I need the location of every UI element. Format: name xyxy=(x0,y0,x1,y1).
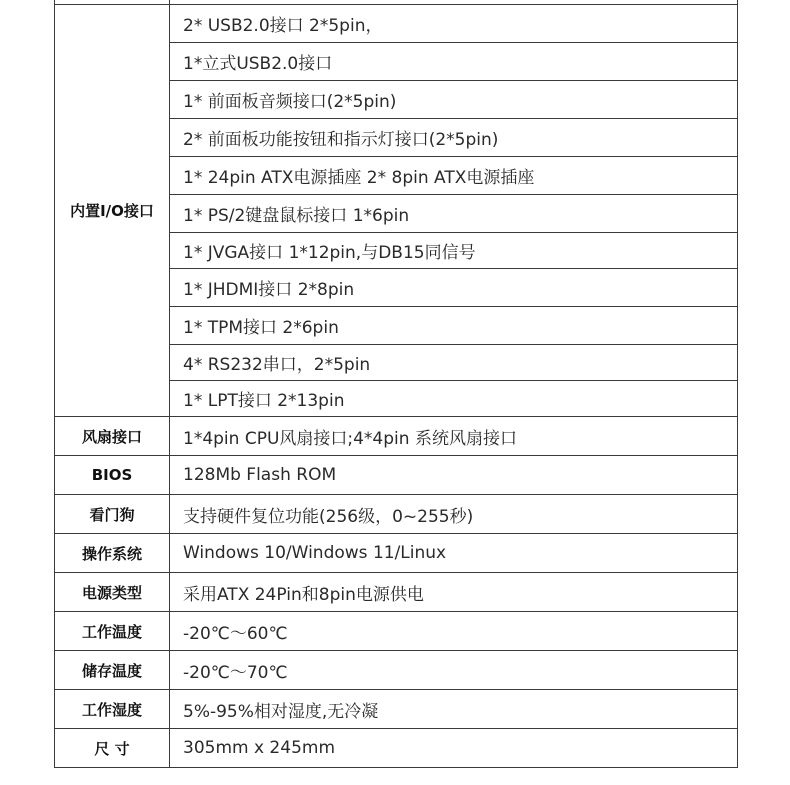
table-row-operating-temp xyxy=(55,612,738,651)
humidity-label: 工作湿度 xyxy=(55,690,170,729)
io-item: 1*立式USB2.0接口 xyxy=(170,43,738,81)
table-row-power xyxy=(55,573,738,612)
spec-table xyxy=(54,0,738,768)
table-row-storage-temp xyxy=(55,651,738,690)
watchdog-label: 看门狗 xyxy=(55,495,170,534)
table-row-bios xyxy=(55,456,738,495)
io-item: 4* RS232串口，2*5pin xyxy=(170,345,738,381)
bios-value: 128Mb Flash ROM xyxy=(170,456,738,495)
os-label: 操作系统 xyxy=(55,534,170,573)
power-type-label: 电源类型 xyxy=(55,573,170,612)
operating-temp-label: 工作温度 xyxy=(55,612,170,651)
fan-header-label: 风扇接口 xyxy=(55,417,170,456)
bios-label: BIOS xyxy=(55,456,170,495)
io-item: 1* JHDMI接口 2*8pin xyxy=(170,269,738,307)
io-item: 1* TPM接口 2*6pin xyxy=(170,307,738,345)
io-item: 1* JVGA接口 1*12pin,与DB15同信号 xyxy=(170,233,738,269)
io-item: 1* 前面板音频接口(2*5pin) xyxy=(170,81,738,119)
dimensions-value: 305mm x 245mm xyxy=(170,729,738,768)
io-item: 1* PS/2键盘鼠标接口 1*6pin xyxy=(170,195,738,233)
humidity-value: 5%-95%相对湿度,无冷凝 xyxy=(170,690,738,729)
table-row-dimensions xyxy=(55,729,738,768)
table-row-io-1 xyxy=(55,5,738,43)
storage-temp-value: -20℃～70℃ xyxy=(170,651,738,690)
dimensions-label: 尺 寸 xyxy=(55,729,170,768)
storage-temp-label: 储存温度 xyxy=(55,651,170,690)
io-item: 1* LPT接口 2*13pin xyxy=(170,381,738,417)
io-item: 2* USB2.0接口 2*5pin， xyxy=(170,5,738,43)
power-type-value: 采用ATX 24Pin和8pin电源供电 xyxy=(170,573,738,612)
fan-header-value: 1*4pin CPU风扇接口;4*4pin 系统风扇接口 xyxy=(170,417,738,456)
table-row-fan xyxy=(55,417,738,456)
table-row-humidity xyxy=(55,690,738,729)
io-item: 2* 前面板功能按钮和指示灯接口(2*5pin) xyxy=(170,119,738,157)
operating-temp-value: -20℃～60℃ xyxy=(170,612,738,651)
os-value: Windows 10/Windows 11/Linux xyxy=(170,534,738,573)
io-section-label: 内置I/O接口 xyxy=(55,5,170,417)
io-item: 1* 24pin ATX电源插座 2* 8pin ATX电源插座 xyxy=(170,157,738,195)
table-row-os xyxy=(55,534,738,573)
watchdog-value: 支持硬件复位功能(256级，0~255秒) xyxy=(170,495,738,534)
table-row-watchdog xyxy=(55,495,738,534)
